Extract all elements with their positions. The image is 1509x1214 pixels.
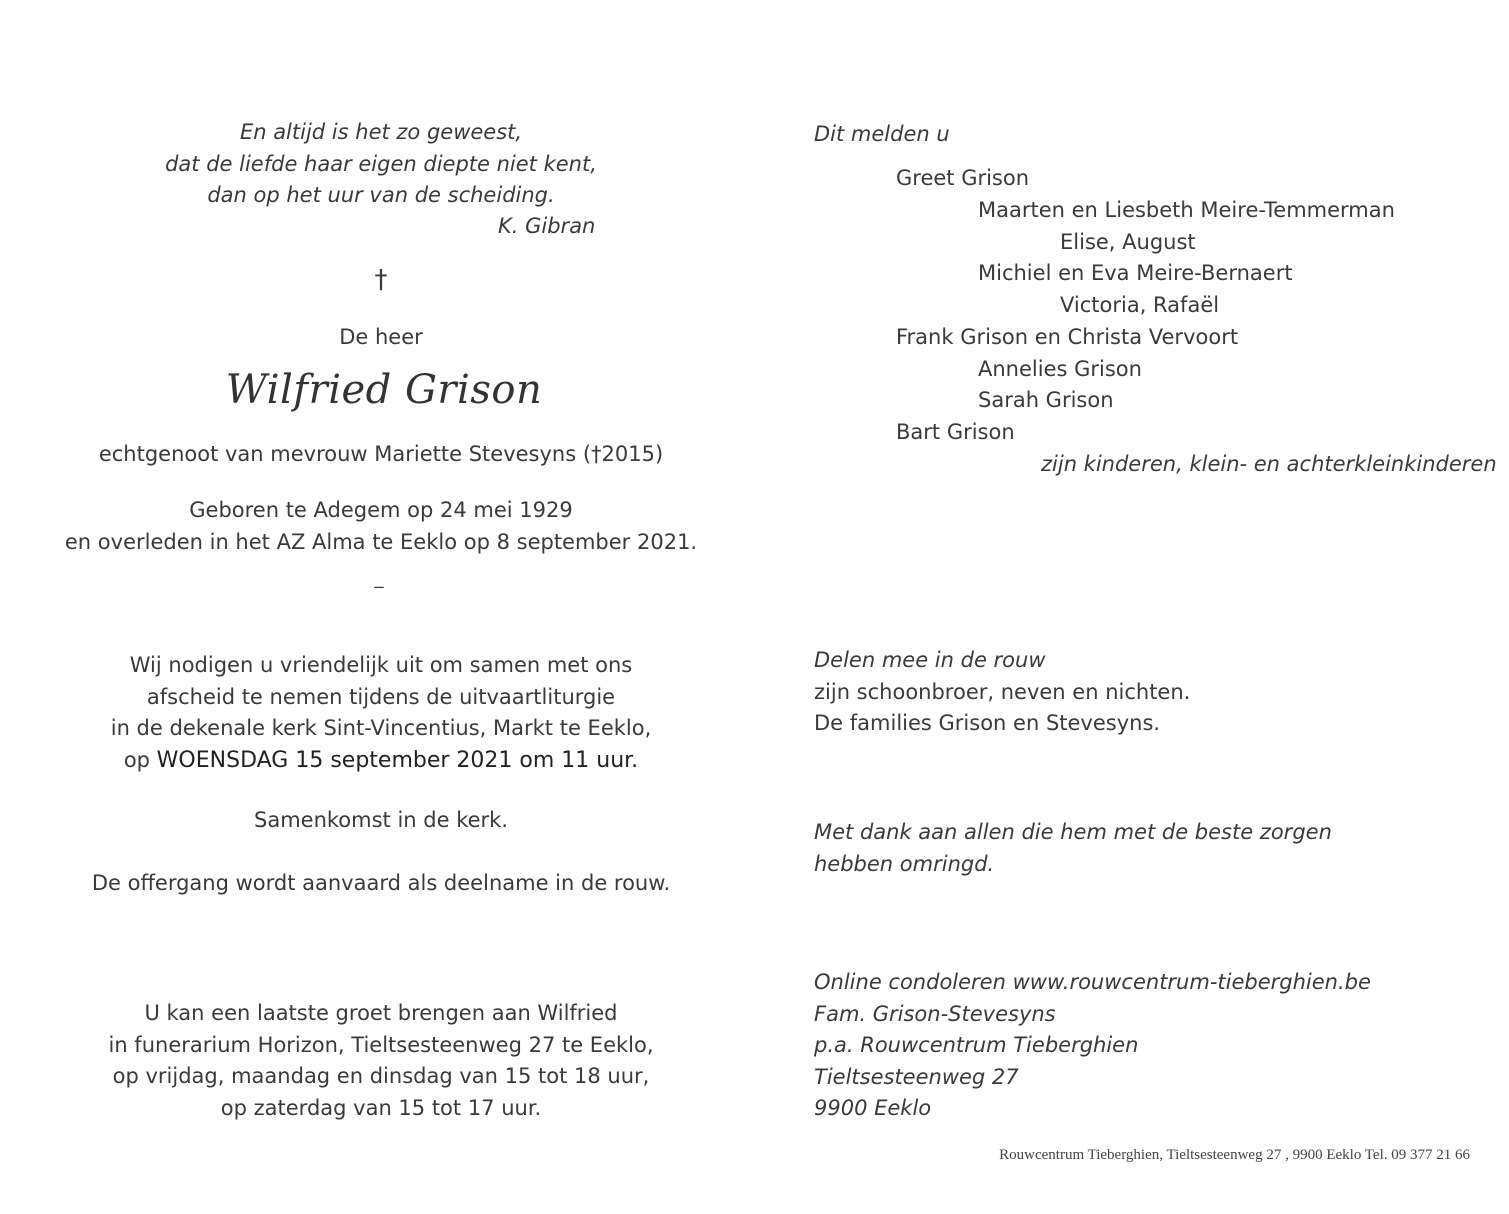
contact-line: Tieltsesteenweg 27 xyxy=(814,1064,1019,1089)
announce-intro: Dit melden u xyxy=(814,122,950,146)
contact-line: Fam. Grison-Stevesyns xyxy=(814,1001,1056,1026)
invitation xyxy=(111,650,652,776)
visit-line: in funerarium Horizon, Tieltsesteenweg 27 te Eeklo, xyxy=(108,1032,654,1057)
spouse-line: echtgenoot van mevrouw Mariette Stevesyns (†2015) xyxy=(98,442,664,466)
invitation-line: afscheid te nemen tijdens de uitvaartliturgie xyxy=(146,684,616,709)
family-member: Sarah Grison xyxy=(978,388,1114,412)
thanks xyxy=(814,817,1332,880)
poem-line: dat de liefde haar eigen diepte niet kent, xyxy=(165,151,597,176)
invitation-line: Wij nodigen u vriendelijk uit om samen met ons xyxy=(129,653,633,677)
visit-line: op vrijdag, maandag en dinsdag van 15 tot 18 uur, xyxy=(112,1064,650,1088)
family-member: Annelies Grison xyxy=(978,357,1142,381)
footer-imprint: Rouwcentrum Tieberghien, Tieltsesteenweg 27 , 9900 Eeklo Tel. 09 377 21 66 xyxy=(999,1147,1470,1163)
cross-symbol: † xyxy=(374,265,388,295)
contact-block xyxy=(814,967,1371,1125)
share-intro: Delen mee in de rouw xyxy=(814,648,1046,672)
share-line: zijn schoonbroer, neven en nichten. xyxy=(814,679,1191,704)
family-member: Frank Grison en Christa Vervoort xyxy=(896,325,1239,349)
offering: De offergang wordt aanvaard als deelname in de rouw. xyxy=(91,871,671,895)
divider: _ xyxy=(374,568,384,589)
family-member: Victoria, Rafaël xyxy=(1060,293,1220,317)
salutation: De heer xyxy=(339,325,423,349)
poem-line: dan op het uur van de scheiding. xyxy=(207,183,555,207)
poem-author: K. Gibran xyxy=(498,214,596,238)
family-member: Greet Grison xyxy=(896,166,1030,190)
visit-line: U kan een laatste groet brengen aan Wilfried xyxy=(144,1001,618,1025)
invitation-date-prefix: op xyxy=(123,747,157,772)
share-block xyxy=(814,645,1190,740)
family-member: Bart Grison xyxy=(896,420,1015,444)
death-line: en overleden in het AZ Alma te Eeklo op 8 september 2021. xyxy=(64,529,698,554)
contact-line: 9900 Eeklo xyxy=(814,1096,932,1120)
birth-line: Geboren te Adegem op 24 mei 1929 xyxy=(189,498,573,522)
family-member: Michiel en Eva Meire-Bernaert xyxy=(978,261,1293,285)
thanks-line: hebben omringd. xyxy=(814,851,995,876)
life-dates xyxy=(65,495,697,558)
share-line: De families Grison en Stevesyns. xyxy=(814,711,1161,735)
visit-line: op zaterdag van 15 tot 17 uur. xyxy=(220,1095,542,1120)
poem-line: En altijd is het zo geweest, xyxy=(239,120,523,144)
family-member: Elise, August xyxy=(1060,230,1196,254)
invitation-date: WOENSDAG 15 september 2021 om 11 uur. xyxy=(156,747,639,773)
visit-info xyxy=(108,998,653,1124)
invitation-date-line xyxy=(111,745,652,777)
family-caption: zijn kinderen, klein- en achterkleinkinderen xyxy=(1041,452,1497,476)
deceased-name: Wilfried Grison xyxy=(225,367,543,413)
contact-line: Online condoleren www.rouwcentrum-tieberghien.be xyxy=(814,970,1371,994)
poem xyxy=(165,117,597,212)
invitation-line: in de dekenale kerk Sint-Vincentius, Markt te Eeklo, xyxy=(110,716,652,740)
contact-line: p.a. Rouwcentrum Tieberghien xyxy=(814,1033,1139,1057)
gathering: Samenkomst in de kerk. xyxy=(254,808,508,832)
family-member: Maarten en Liesbeth Meire-Temmerman xyxy=(978,198,1395,222)
thanks-line: Met dank aan allen die hem met de beste zorgen xyxy=(814,820,1332,844)
